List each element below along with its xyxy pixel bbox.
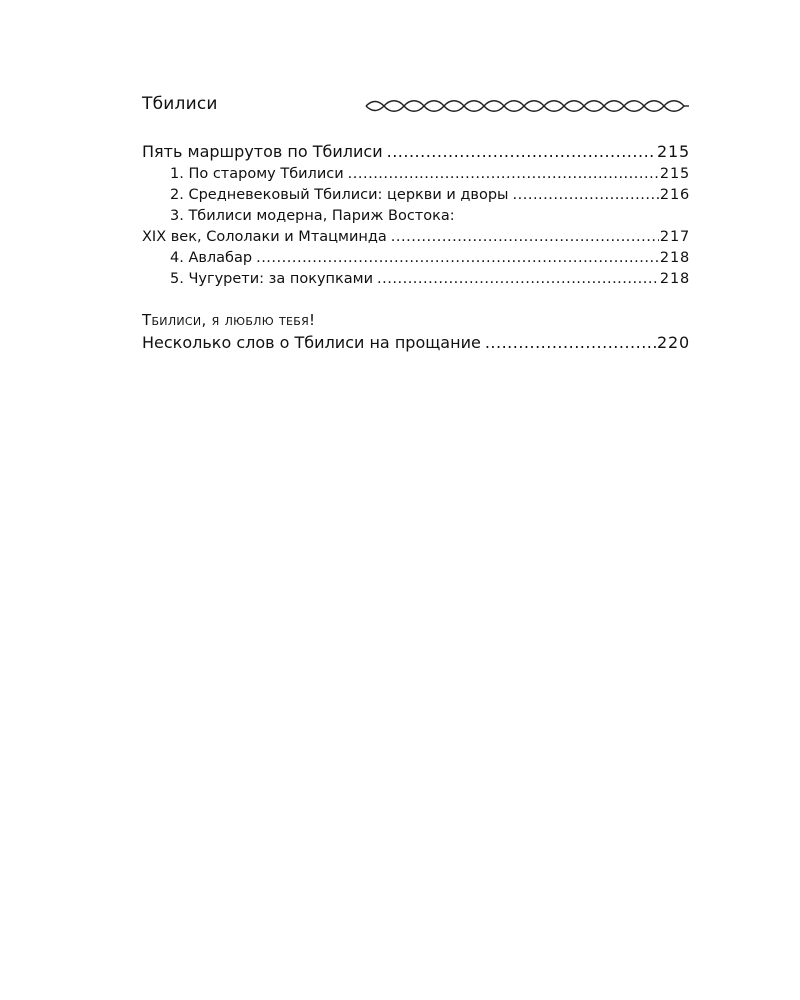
dot-leader <box>485 331 656 355</box>
dot-leader <box>256 248 659 269</box>
section-spacer <box>142 290 690 310</box>
toc-page-number: 216 <box>659 187 690 203</box>
toc-subentry-old-tbilisi[interactable] <box>142 164 690 185</box>
toc-entry-label: 4. Авлабар <box>170 250 253 266</box>
toc-subentry-modern-tbilisi-line2[interactable] <box>142 227 690 248</box>
toc-entry-label: 5. Чугурети: за покупками <box>170 271 374 287</box>
running-header <box>142 94 690 118</box>
dot-leader <box>391 227 659 248</box>
toc-page-number: 218 <box>659 271 690 287</box>
dot-leader <box>387 140 656 164</box>
dot-leader <box>348 164 659 185</box>
toc-entry-label: XIX век, Сололаки и Мтацминда <box>142 229 387 245</box>
dot-leader <box>377 269 659 290</box>
section-heading: Тбилиси, я люблю тебя! <box>142 311 316 329</box>
toc-subentry-modern-tbilisi-line1[interactable] <box>142 206 690 227</box>
toc-subentry-avlabar[interactable] <box>142 248 690 269</box>
toc-page-number: 215 <box>659 166 690 182</box>
toc-entry-label: Несколько слов о Тбилиси на прощание <box>142 333 481 352</box>
braid-ornament-icon <box>364 98 690 114</box>
toc-page-number: 215 <box>657 142 690 161</box>
toc-page-number: 217 <box>659 229 690 245</box>
toc-entry-label: 3. Тбилиси модерна, Париж Востока: <box>170 208 455 224</box>
toc-subentry-chugureti[interactable] <box>142 269 690 290</box>
toc-page-number: 218 <box>659 250 690 266</box>
toc-entry-label: Пять маршрутов по Тбилиси <box>142 142 383 161</box>
toc-subentry-medieval-tbilisi[interactable] <box>142 185 690 206</box>
table-of-contents <box>142 140 690 355</box>
toc-page-number: 220 <box>657 333 690 352</box>
toc-entry-label: 2. Средневековый Тбилиси: церкви и дворы <box>170 187 509 203</box>
dot-leader <box>513 185 659 206</box>
header-title: Тбилиси <box>142 94 218 114</box>
toc-entry-farewell[interactable] <box>142 331 690 355</box>
toc-entry-label: 1. По старому Тбилиси <box>170 166 344 182</box>
toc-entry-routes[interactable] <box>142 140 690 164</box>
